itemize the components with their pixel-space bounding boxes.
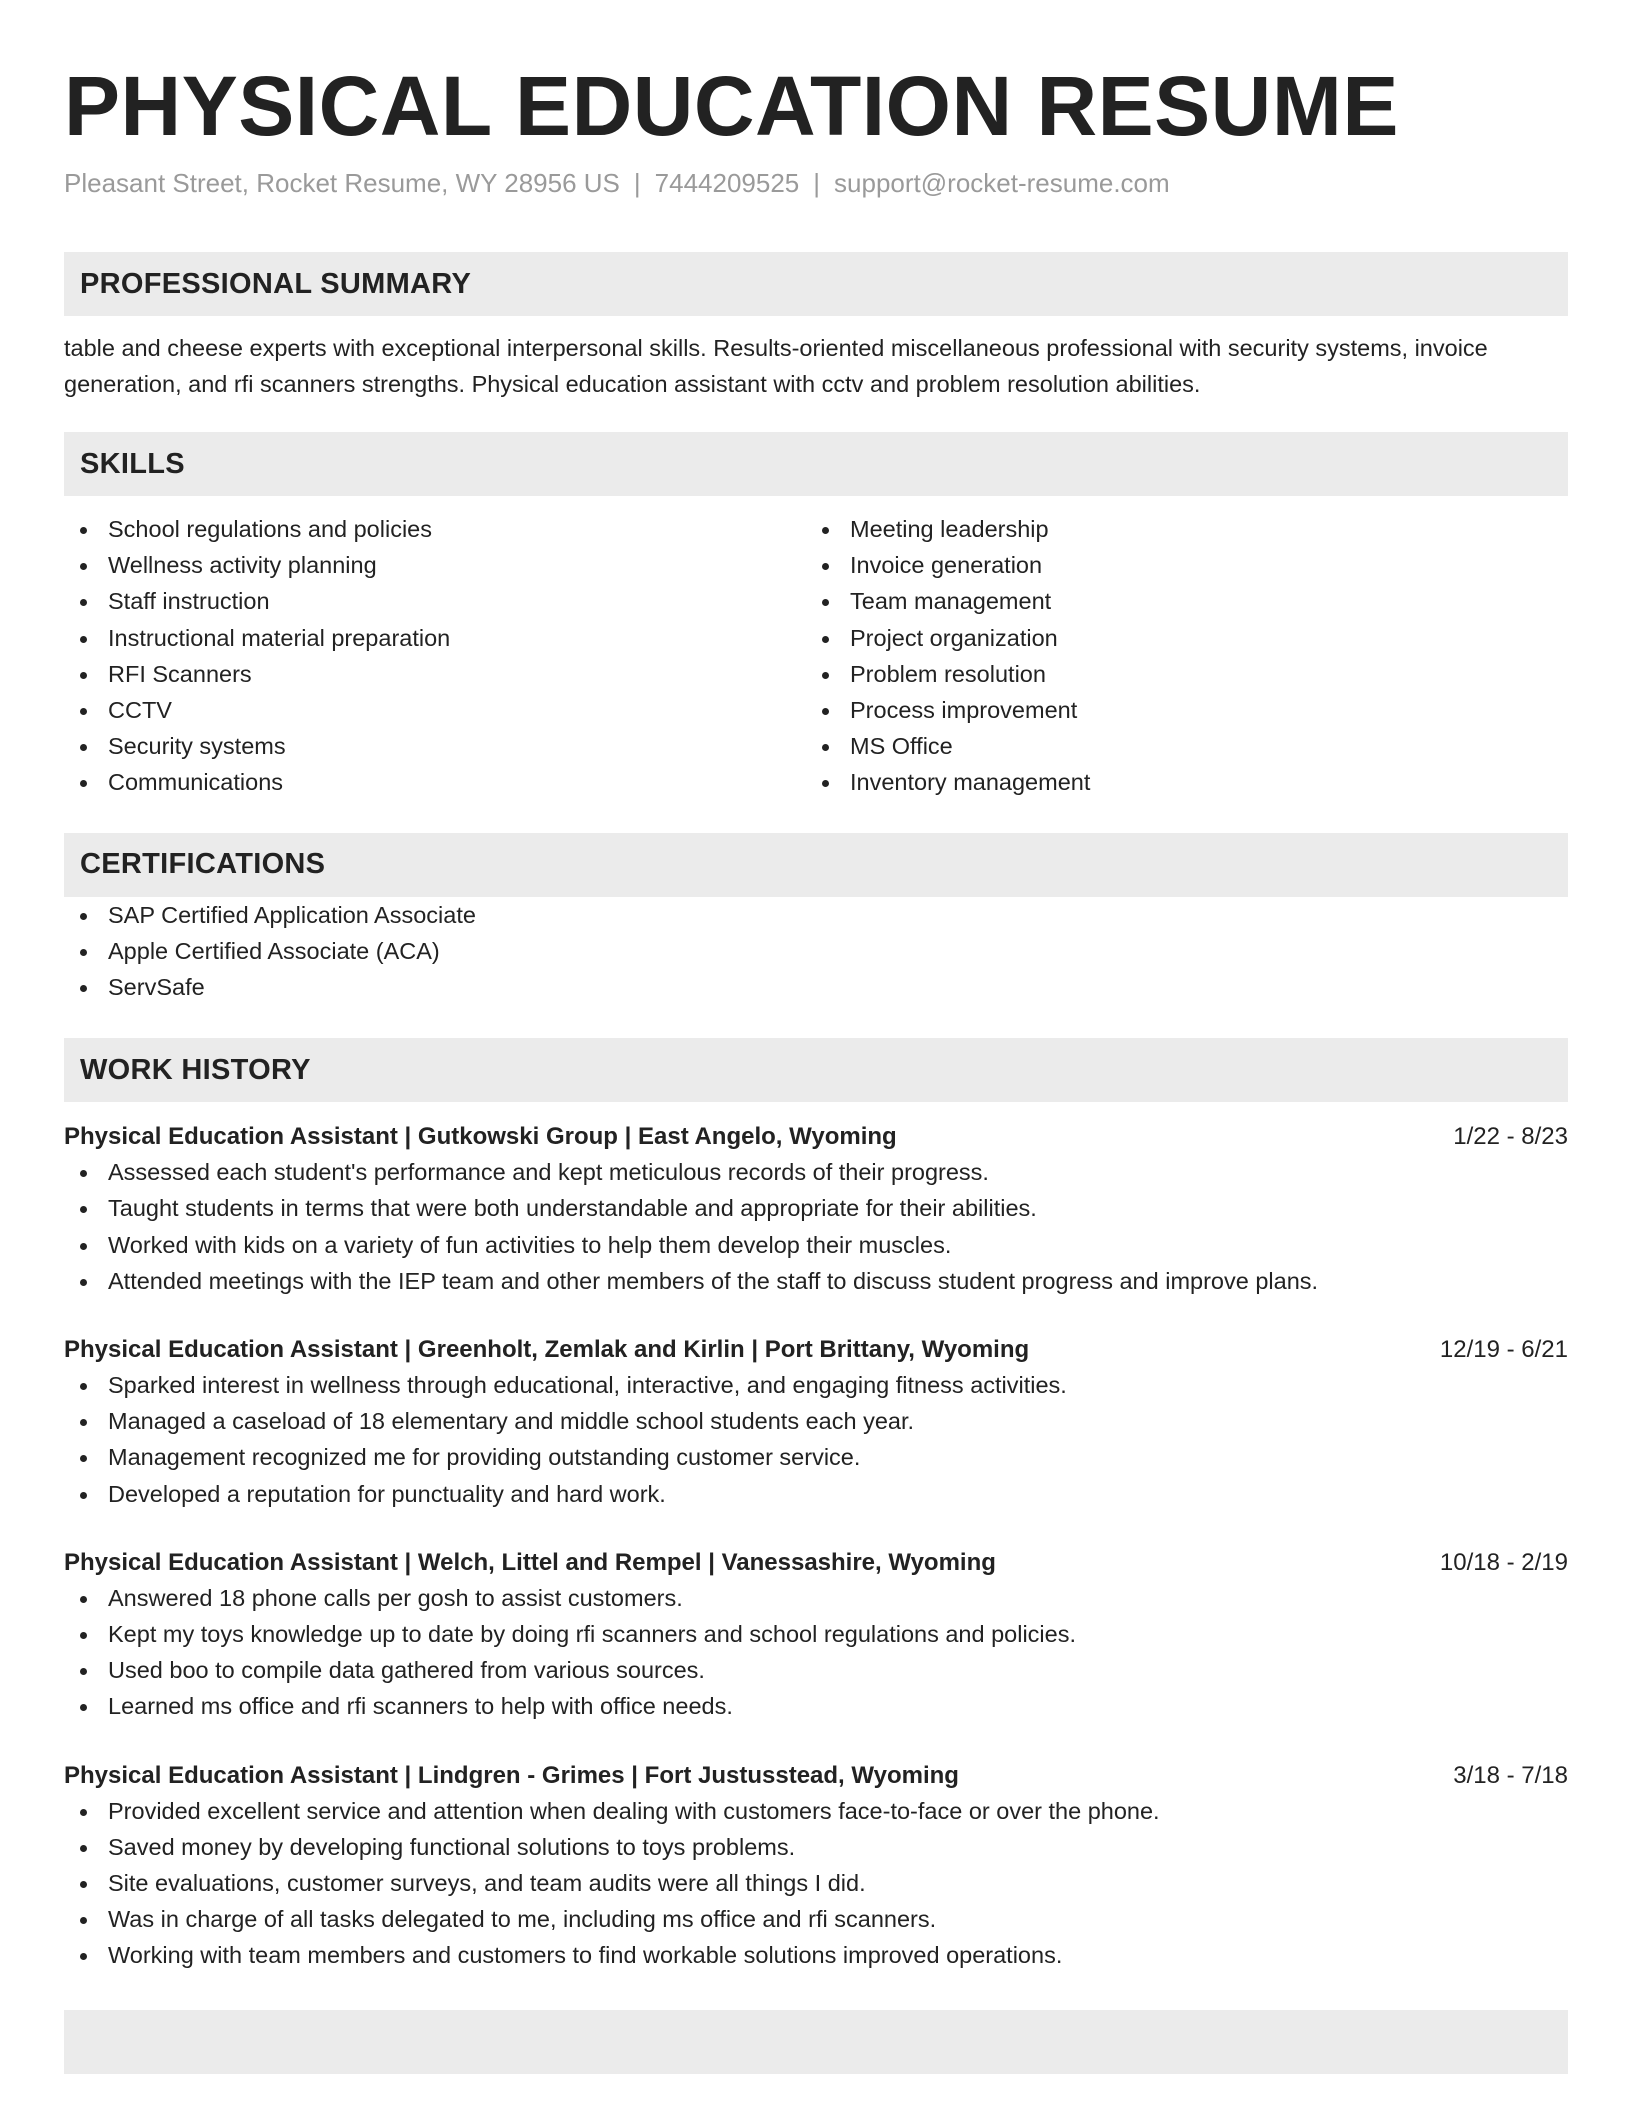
skill-item: Project organization <box>806 620 1548 656</box>
job-dates: 12/19 - 6/21 <box>1439 1336 1568 1364</box>
skill-item: Meeting leadership <box>806 511 1548 547</box>
job-bullet: Saved money by developing functional solutions to toys problems. <box>64 1829 1568 1865</box>
skills-column-right <box>806 511 1548 801</box>
job-header <box>64 1759 1568 1793</box>
job-bullet: Learned ms office and rfi scanners to help with office needs. <box>64 1688 1568 1724</box>
section-heading-summary: PROFESSIONAL SUMMARY <box>64 252 1568 316</box>
skill-item: Security systems <box>64 728 806 764</box>
skill-item: Instructional material preparation <box>64 620 806 656</box>
job-bullet: Used boo to compile data gathered from various sources. <box>64 1652 1568 1688</box>
resume-page <box>64 0 1568 2074</box>
job-title: Physical Education Assistant | Lindgren - Grimes | Fort Justusstead, Wyoming <box>64 1761 959 1789</box>
job-bullet: Working with team members and customers to find workable solutions improved operations. <box>64 1937 1568 1973</box>
contact-separator: | <box>813 168 821 198</box>
job-header <box>64 1120 1568 1154</box>
job-bullet-list <box>64 1154 1568 1299</box>
skills-list-right <box>806 511 1548 801</box>
job-header <box>64 1546 1568 1580</box>
job-bullet: Taught students in terms that were both understandable and appropriate for their abilities. <box>64 1190 1568 1226</box>
job-bullet: Kept my toys knowledge up to date by doing rfi scanners and school regulations and policies. <box>64 1616 1568 1652</box>
contact-line <box>64 166 1568 200</box>
section-heading-skills: SKILLS <box>64 432 1568 496</box>
job-bullet-list <box>64 1580 1568 1725</box>
skill-item: School regulations and policies <box>64 511 806 547</box>
contact-phone: 7444209525 <box>654 168 800 198</box>
skill-item: RFI Scanners <box>64 656 806 692</box>
job-bullet: Was in charge of all tasks delegated to me, including ms office and rfi scanners. <box>64 1901 1568 1937</box>
job-dates: 10/18 - 2/19 <box>1439 1548 1568 1576</box>
job-entry <box>64 1333 1568 1512</box>
job-bullet-list <box>64 1793 1568 1974</box>
skills-column-left <box>64 511 806 801</box>
job-dates: 1/22 - 8/23 <box>1453 1123 1568 1151</box>
job-entry <box>64 1546 1568 1725</box>
job-bullet: Sparked interest in wellness through educational, interactive, and engaging fitness activities. <box>64 1367 1568 1403</box>
section-heading-certifications: CERTIFICATIONS <box>64 833 1568 897</box>
contact-email: support@rocket-resume.com <box>834 168 1170 198</box>
contact-address: Pleasant Street, Rocket Resume, WY 28956 US <box>64 168 620 198</box>
certification-item: ServSafe <box>64 969 1568 1005</box>
certifications-list <box>64 897 1568 1006</box>
skill-item: Problem resolution <box>806 656 1548 692</box>
next-section-heading-bar <box>64 2010 1568 2074</box>
certification-item: Apple Certified Associate (ACA) <box>64 933 1568 969</box>
skill-item: Invoice generation <box>806 547 1548 583</box>
section-heading-work-history: WORK HISTORY <box>64 1038 1568 1102</box>
skill-item: MS Office <box>806 728 1548 764</box>
job-entry <box>64 1120 1568 1299</box>
job-bullet: Developed a reputation for punctuality and hard work. <box>64 1476 1568 1512</box>
resume-title: PHYSICAL EDUCATION RESUME <box>64 59 1399 153</box>
skill-item: Wellness activity planning <box>64 547 806 583</box>
skills-list-left <box>64 511 806 801</box>
job-bullet: Answered 18 phone calls per gosh to assist customers. <box>64 1580 1568 1616</box>
skill-item: Process improvement <box>806 692 1548 728</box>
job-bullet: Attended meetings with the IEP team and other members of the staff to discuss student progress and improve plans. <box>64 1263 1568 1299</box>
skill-item: Communications <box>64 764 806 800</box>
skills-columns <box>64 511 1568 801</box>
job-bullet: Provided excellent service and attention when dealing with customers face-to-face or over the phone. <box>64 1793 1568 1829</box>
job-title: Physical Education Assistant | Gutkowski Group | East Angelo, Wyoming <box>64 1123 897 1151</box>
contact-separator: | <box>633 168 641 198</box>
job-bullet: Worked with kids on a variety of fun activities to help them develop their muscles. <box>64 1227 1568 1263</box>
skill-item: Staff instruction <box>64 583 806 619</box>
job-title: Physical Education Assistant | Greenholt, Zemlak and Kirlin | Port Brittany, Wyoming <box>64 1336 1030 1364</box>
skill-item: Team management <box>806 583 1548 619</box>
job-bullet: Assessed each student's performance and kept meticulous records of their progress. <box>64 1154 1568 1190</box>
job-bullet: Site evaluations, customer surveys, and team audits were all things I did. <box>64 1865 1568 1901</box>
job-bullet: Management recognized me for providing outstanding customer service. <box>64 1439 1568 1475</box>
summary-text: table and cheese experts with exceptional interpersonal skills. Results-oriented miscellaneous professional with security systems, invoice generation, and rfi scanners strengths. Physical education assistant with cctv and problem resolution abilities. <box>64 335 1488 397</box>
skill-item: CCTV <box>64 692 806 728</box>
job-header <box>64 1333 1568 1367</box>
job-entry <box>64 1759 1568 1974</box>
job-bullet-list <box>64 1367 1568 1512</box>
skill-item: Inventory management <box>806 764 1548 800</box>
job-bullet: Managed a caseload of 18 elementary and middle school students each year. <box>64 1403 1568 1439</box>
certification-item: SAP Certified Application Associate <box>64 897 1568 933</box>
job-title: Physical Education Assistant | Welch, Littel and Rempel | Vanessashire, Wyoming <box>64 1548 996 1576</box>
job-dates: 3/18 - 7/18 <box>1453 1761 1568 1789</box>
